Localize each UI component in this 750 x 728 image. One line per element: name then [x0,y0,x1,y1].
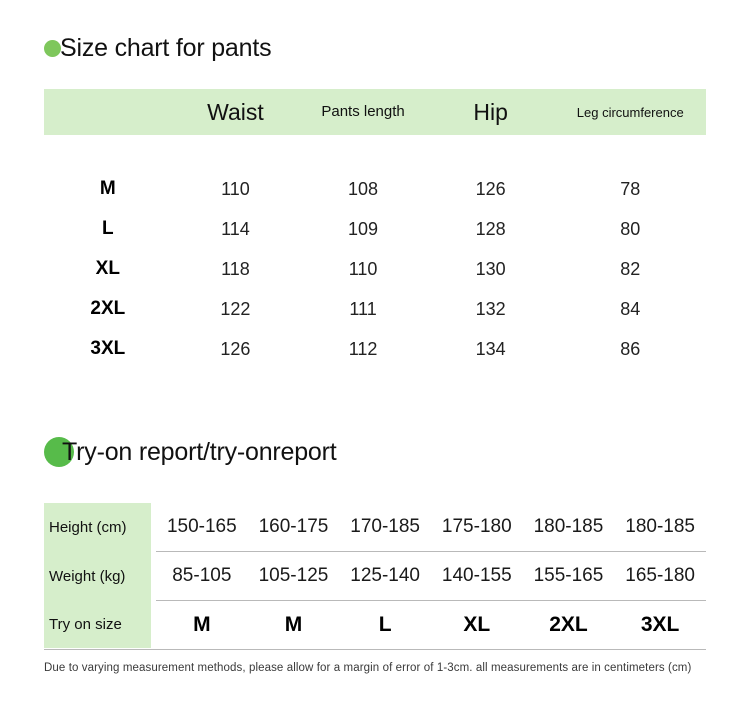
cell-pants-length: 109 [348,218,379,239]
table-row [44,329,706,369]
cell-size: L [339,601,431,650]
cell-size: M [156,601,248,650]
table-row [44,249,706,289]
row-size-label: 2XL [90,298,126,319]
cell-weight: 105-125 [248,552,340,601]
size-chart-header-row [44,89,706,135]
try-on-report-section [44,503,706,648]
size-chart-title: Size chart for pants [60,34,272,62]
cell-height: 160-175 [248,503,340,552]
cell-weight: 140-155 [431,552,523,601]
cell-waist: 126 [220,338,251,359]
cell-waist: 122 [220,298,251,319]
cell-height: 175-180 [431,503,523,552]
cell-weight: 155-165 [523,552,615,601]
row-label-try-on-size: Try on size [44,601,156,650]
cell-weight: 165-180 [614,552,706,601]
cell-leg: 84 [620,298,641,319]
row-label-weight: Weight (kg) [49,567,126,585]
cell-weight: 85-105 [156,552,248,601]
cell-hip: 130 [475,258,506,279]
column-header-blank [44,89,172,135]
table-row [44,289,706,329]
table-row [44,552,706,601]
cell-weight: 125-140 [339,552,431,601]
cell-height: 170-185 [339,503,431,552]
cell-hip: 134 [475,338,506,359]
cell-size: 3XL [614,601,706,650]
cell-leg: 80 [620,218,641,239]
cell-leg: 82 [620,258,641,279]
cell-hip: 132 [475,298,506,319]
row-size-label: L [102,218,114,239]
try-on-report-table [44,503,706,650]
cell-leg: 78 [620,178,641,199]
size-chart-heading [44,30,271,66]
try-on-report-heading [44,434,337,470]
cell-size: 2XL [523,601,615,650]
measurement-footnote: Due to varying measurement methods, please allow for a margin of error of 1-3cm. all measurements are in centimeters (cm) [44,662,692,674]
cell-pants-length: 112 [348,338,378,359]
cell-pants-length: 108 [348,178,379,199]
row-size-label: XL [95,258,120,279]
column-header-hip: Hip [473,98,508,125]
cell-size: M [248,601,340,650]
column-header-waist: Waist [207,98,264,125]
column-header-leg-circumference: Leg circumference [576,104,684,120]
bullet-icon [44,40,61,57]
cell-leg: 86 [620,338,641,359]
cell-height: 180-185 [614,503,706,552]
table-row [44,135,706,209]
cell-pants-length: 110 [348,258,378,279]
cell-waist: 110 [221,178,250,199]
cell-height: 180-185 [523,503,615,552]
size-chart-table [44,89,706,369]
cell-waist: 114 [221,218,250,239]
cell-waist: 118 [221,258,250,279]
column-header-pants-length: Pants length [321,103,405,120]
table-row [44,601,706,650]
row-size-label: 3XL [90,338,126,359]
table-row [44,503,706,552]
try-on-report-title: Try-on report/try-onreport [62,438,337,466]
cell-hip: 126 [475,178,506,199]
row-size-label: M [99,178,116,199]
row-label-height: Height (cm) [49,518,127,536]
cell-hip: 128 [475,218,506,239]
cell-height: 150-165 [156,503,248,552]
table-row [44,209,706,249]
cell-pants-length: 111 [349,298,377,319]
cell-size: XL [431,601,523,650]
